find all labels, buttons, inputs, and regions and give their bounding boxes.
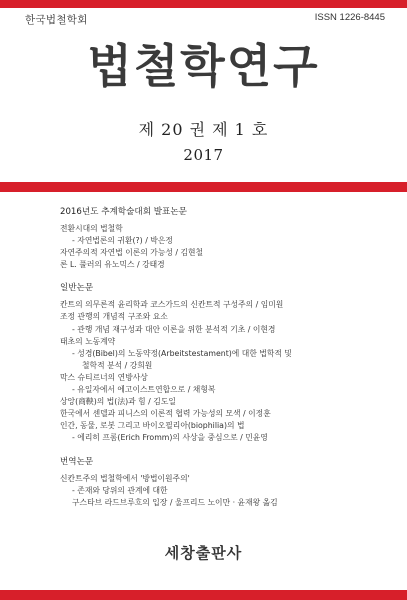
- section-heading: 번역논문: [60, 456, 94, 467]
- section-conference-papers: [60, 205, 390, 271]
- article-subtitle: - 에리히 프롬(Erich Fromm)의 사상을 중심으로 / 민윤영: [72, 433, 268, 443]
- article-title: 인간, 동물, 로봇 그리고 바이오필리아(biophilia)의 법: [60, 421, 245, 431]
- issn-number: ISSN 1226-8445: [314, 12, 385, 23]
- volume-issue: 제 20 권 제 1 호: [138, 120, 269, 139]
- bottom-red-band: [0, 590, 407, 600]
- article-title: 신칸트주의 법철학에서 '방법이원주의': [60, 473, 190, 483]
- article-title: 막스 슈티르너의 연방사상: [60, 372, 148, 382]
- section-heading: 일반논문: [60, 283, 94, 294]
- article-title: 태초의 노동계약: [60, 336, 116, 346]
- article-subtitle: 구스타브 라드브루흐의 입장 / 울프리드 노이만 · 윤재왕 옮김: [72, 497, 278, 507]
- article-title: 자연주의적 자연법 이론의 가능성 / 김현철: [60, 248, 204, 258]
- article-subtitle: - 관행 개념 재구성과 대안 이론을 위한 분석적 기초 / 이현경: [72, 324, 276, 334]
- section-translated-papers: [60, 455, 390, 509]
- article-subtitle: - 자연법론의 귀환(?) / 박은정: [72, 236, 173, 246]
- article-title: 한국에서 센델과 피니스의 이론적 협력 가능성의 모색 / 이정훈: [60, 409, 271, 419]
- publisher-name: 세창출판사: [164, 544, 243, 562]
- publication-year: 2017: [183, 146, 224, 164]
- table-of-contents: [60, 205, 390, 519]
- article-title: 전환시대의 법철학: [60, 224, 123, 233]
- article-subtitle: - 성경(Bibel)의 노동약정(Arbeitstestament)에 대한 법학적 및: [72, 348, 292, 358]
- top-red-band: [0, 0, 407, 8]
- article-title: 칸트의 의무론적 윤리학과 코스가드의 신칸트적 구성주의 / 임미원: [60, 300, 284, 310]
- section-general-papers: [60, 281, 390, 444]
- section-heading: 2016년도 추계학술대회 발표논문: [60, 207, 187, 217]
- article-subtitle-continued: 철학적 분석 / 강희원: [82, 360, 153, 370]
- journal-title: 법철학연구: [87, 39, 320, 93]
- article-subtitle: - 유일자에서 에고이스트연합으로 / 채형복: [72, 385, 216, 395]
- article-title: 조정 관행의 개념적 구조와 요소: [60, 312, 168, 322]
- article-title: 론 L. 풀러의 유노믹스 / 강태경: [60, 260, 165, 270]
- society-name: 한국법철학회: [25, 14, 88, 26]
- article-title: 상앙(商鞅)의 법(法)과 힘 / 김도일: [60, 397, 176, 407]
- middle-red-band: [0, 182, 407, 192]
- article-subtitle: - 존재와 당위의 관계에 대한: [72, 485, 168, 495]
